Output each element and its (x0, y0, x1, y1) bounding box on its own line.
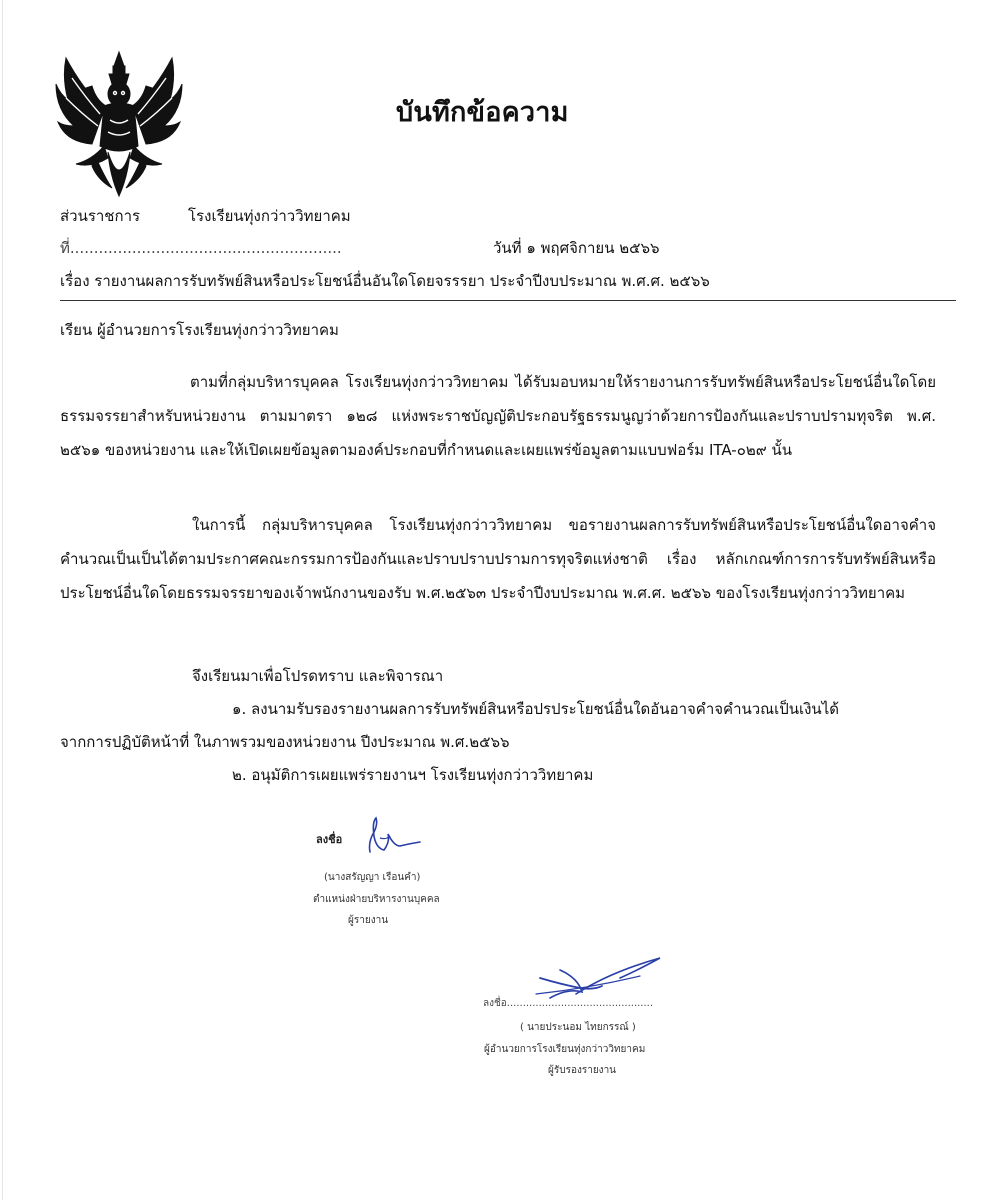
request-item-1: ๑. ลงนามรับรองรายงานผลการรับทรัพย์สินหรือปรประโยชน์อื่นใดอันอาจคำจคำนวณเป็นเงินได้ (232, 700, 839, 718)
memo-title: บันทึกข้อความ (396, 97, 569, 128)
body-paragraph-1: ตามที่กลุ่มบริหารบุคคล โรงเรียนทุ่งกว่าววิทยาคม ได้รับมอบหมายให้รายงานการรับทรัพย์สินหรือประโยชน์อื่นใดโดยธรรมจรรยาสำหรับหน่วยงาน ตามมาตรา ๑๒๘ แห่งพระราชบัญญัติประกอบรัฐธรรมนูญว่าด้วยการป้องกันและปราบปรามทุจริต พ.ศ. ๒๕๖๑ ของหน่วยงาน และให้เปิดเผยข้อมูลตามองค์ประกอบที่กำหนดและเผยแพร่ข้อมูลตามแบบฟอร์ม ITA-๐๒๙ นั้น (60, 373, 936, 459)
agency-label: ส่วนราชการ (60, 207, 141, 225)
signature-1-position: ตำแหน่งฝ่ายบริหารงานบุคคล (313, 894, 440, 905)
signature-2-name: ( นายประนอม ไทยกรรณ์ ) (520, 1022, 636, 1033)
request-item-2: ๒. อนุมัติการเผยแพร่รายงานฯ โรงเรียนทุ่งกว่าววิทยาคม (232, 766, 594, 784)
signature-2-role: ผู้รับรองรายงาน (548, 1065, 617, 1076)
body-paragraph-2: ในการนี้ กลุ่มบริหารบุคคล โรงเรียนทุ่งกว่าววิทยาคม ขอรายงานผลการรับทรัพย์สินหรือประโยชน์อื่นใดอาจคำจคำนวณเป็นเป็นได้ตามประกาศคณะกรรมการป้องกันและปราบปราบปรามการทุจริตแห่งชาติ เรื่อง หลักเกณฑ์การการรับทรัพย์สินหรือประโยชน์อื่นใดโดยธรรมจรรยาของเจ้าพนักงานของรับ พ.ศ.๒๕๖๓ ประจำปีงบประมาณ พ.ศ.ศ. ๒๕๖๖ ของโรงเรียนทุ่งกว่าววิทยาคม (60, 516, 936, 602)
signature-1-handwriting (360, 812, 430, 860)
signature-1-label: ลงชื่อ (316, 833, 343, 846)
closing-line: จึงเรียนมาเพื่อโปรดทราบ และพิจารณา (192, 667, 444, 685)
reference-number: ที่......................................................... (60, 239, 342, 257)
agency-value: โรงเรียนทุ่งกว่าววิทยาคม (188, 207, 351, 225)
request-item-1-cont: จากการปฏิบัติหน้าที่ ในภาพรวมของหน่วยงาน ปีงประมาณ พ.ศ.๒๕๖๖ (60, 733, 510, 751)
memo-date: วันที่ ๑ พฤศจิกายน ๒๕๖๖ (493, 239, 660, 257)
signature-1-name: (นางสรัญญา เรือนคำ) (324, 872, 421, 883)
signature-2-position: ผู้อำนวยการโรงเรียนทุ่งกว่าววิทยาคม (484, 1044, 646, 1055)
salutation: เรียน ผู้อำนวยการโรงเรียนทุ่งกว่าววิทยาคม (60, 321, 339, 339)
signature-1-role: ผู้รายงาน (348, 915, 389, 926)
garuda-emblem (52, 48, 186, 198)
header-divider (60, 300, 956, 301)
signature-2-label: ลงชื่อ.............................................. (483, 998, 654, 1009)
memo-subject: เรื่อง รายงานผลการรับทรัพย์สินหรือประโยชน์อื่นอันใดโดยจรรรยา ประจำปีงบประมาณ พ.ศ.ศ. ๒๕๖๖ (60, 272, 710, 290)
